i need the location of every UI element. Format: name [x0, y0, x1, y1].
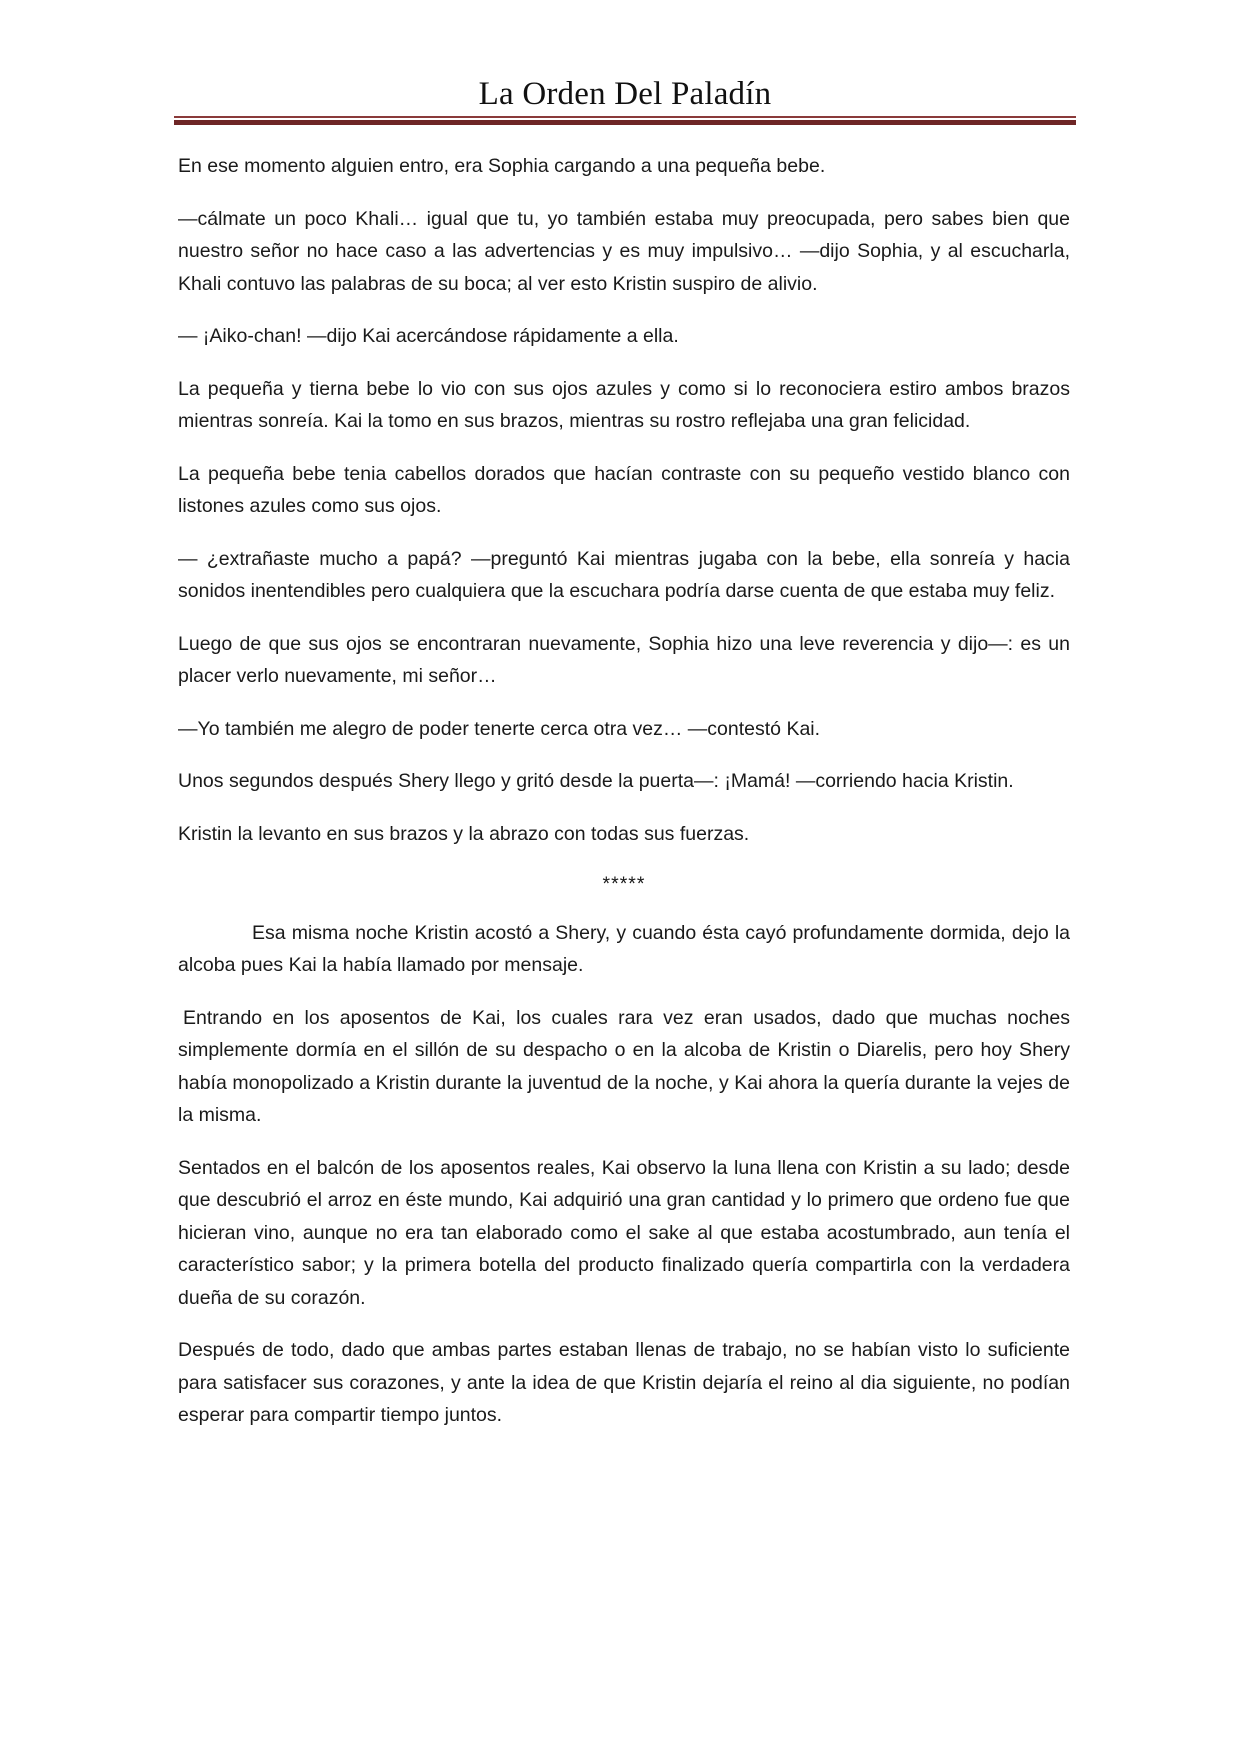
- paragraph: Unos segundos después Shery llego y gritó desde la puerta—: ¡Mamá! —corriendo hacia Kristin.: [178, 770, 1014, 792]
- header-divider-thick-line: [174, 120, 1076, 125]
- paragraph: — ¿extrañaste mucho a papá? —preguntó Kai mientras jugaba con la bebe, ella sonreía y hacia sonidos inentendibles pero cualquiera que la escuchara podría darse cuenta de que estaba muy feliz.: [178, 547, 1070, 602]
- paragraph: La pequeña bebe tenia cabellos dorados que hacían contraste con su pequeño vestido blanco con listones azules como sus ojos.: [178, 462, 1070, 517]
- page-header: [176, 72, 1074, 116]
- paragraph: Entrando en los aposentos de Kai, los cuales rara vez eran usados, dado que muchas noches simplemente dormía en el sillón de su despacho o en la alcoba de Kristin o Diarelis, pero hoy Shery había monopolizado a Kristin durante la juventud de la noche, y Kai ahora la quería durante la vejes de la misma.: [178, 1006, 1070, 1126]
- header-divider-thin-line: [174, 116, 1076, 118]
- paragraph: Esa misma noche Kristin acostó a Shery, y cuando ésta cayó profundamente dormida, dejo la alcoba pues Kai la había llamado por mensaje.: [178, 921, 1070, 976]
- paragraph: Kristin la levanto en sus brazos y la abrazo con todas sus fuerzas.: [178, 822, 750, 845]
- paragraph: En ese momento alguien entro, era Sophia cargando a una pequeña bebe.: [178, 155, 826, 177]
- running-header-title: La Orden Del Paladín: [478, 76, 772, 112]
- body-text: [178, 150, 1070, 1452]
- paragraph: Sentados en el balcón de los aposentos reales, Kai observo la luna llena con Kristin a su lado; desde que descubrió el arroz en éste mundo, Kai adquirió una gran cantidad y lo primero que ordeno fue que hicieran vino, aunque no era tan elaborado como el sake al que estaba acostumbrado, aun tenía el característico sabor; y la primera botella del producto finalizado quería compartirla con la verdadera dueña de su corazón.: [178, 1156, 1070, 1309]
- header-divider: [174, 116, 1076, 125]
- paragraph: Después de todo, dado que ambas partes estaban llenas de trabajo, no se habían visto lo suficiente para satisfacer sus corazones, y ante la idea de que Kristin dejaría el reino al dia siguiente, no podían esperar para compartir tiempo juntos.: [178, 1339, 1070, 1426]
- scene-break: *****: [602, 873, 646, 895]
- paragraph: —cálmate un poco Khali… igual que tu, yo también estaba muy preocupada, pero sabes bien que nuestro señor no hace caso a las advertencias y es muy impulsivo… —dijo Sophia, y al escucharla, Khali contuvo las palabras de su boca; al ver esto Kristin suspiro de alivio.: [178, 207, 1070, 295]
- paragraph: La pequeña y tierna bebe lo vio con sus ojos azules y como si lo reconociera estiro ambos brazos mientras sonreía. Kai la tomo en sus brazos, mientras su rostro reflejaba una gran felicidad.: [178, 377, 1070, 432]
- paragraph: —Yo también me alegro de poder tenerte cerca otra vez… —contestó Kai.: [178, 717, 821, 740]
- paragraph: Luego de que sus ojos se encontraran nuevamente, Sophia hizo una leve reverencia y dijo—: es un placer verlo nuevamente, mi señor…: [178, 632, 1070, 687]
- paragraph: — ¡Aiko-chan! —dijo Kai acercándose rápidamente a ella.: [178, 325, 679, 347]
